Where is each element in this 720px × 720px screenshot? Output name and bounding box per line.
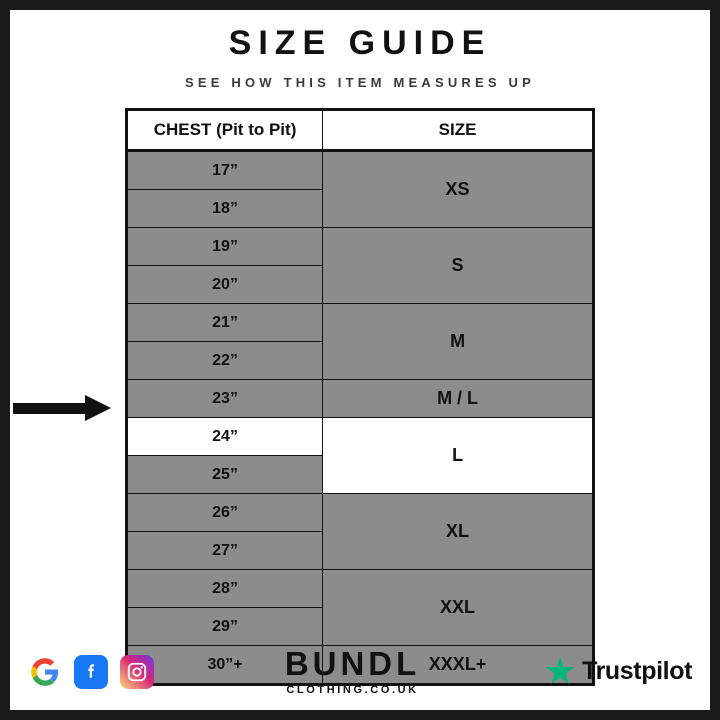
size-cell-selected: L: [323, 418, 594, 494]
size-cell: XXL: [323, 570, 594, 646]
brand-logo: [285, 647, 420, 696]
table-header-row: [127, 110, 594, 151]
table-row: [127, 228, 594, 266]
trustpilot-logo[interactable]: [545, 657, 692, 687]
chest-cell: 23”: [127, 380, 323, 418]
table-body: [127, 151, 594, 685]
arrow-shaft: [13, 403, 85, 414]
star-icon: [545, 657, 575, 687]
page-title: SIZE GUIDE: [228, 24, 492, 62]
chest-cell: 18”: [127, 190, 323, 228]
size-guide-card: [10, 10, 710, 710]
brand-domain: CLOTHING.CO.UK: [286, 684, 419, 696]
chest-cell: 17”: [127, 151, 323, 190]
footer: [10, 647, 710, 696]
chest-cell: 19”: [127, 228, 323, 266]
size-cell: S: [323, 228, 594, 304]
table-row: [127, 380, 594, 418]
chest-cell: 27”: [127, 532, 323, 570]
chest-cell: 26”: [127, 494, 323, 532]
size-cell: XS: [323, 151, 594, 228]
social-links: [28, 655, 154, 689]
size-cell: XXXL+: [323, 646, 594, 685]
table-header: [127, 110, 594, 151]
chest-cell: 30”+: [127, 646, 323, 685]
chest-cell: 21”: [127, 304, 323, 342]
chest-cell: 25”: [127, 456, 323, 494]
column-header-chest: CHEST (Pit to Pit): [127, 110, 323, 151]
chest-cell-selected: 24”: [127, 418, 323, 456]
selected-size-arrow-icon: [13, 395, 121, 421]
table-row: [127, 570, 594, 608]
size-table: [125, 108, 595, 686]
table-row: [127, 151, 594, 190]
chest-cell: 28”: [127, 570, 323, 608]
table-row-selected: [127, 418, 594, 456]
size-table-wrapper: [125, 108, 595, 686]
instagram-icon[interactable]: [120, 655, 154, 689]
size-cell: M / L: [323, 380, 594, 418]
chest-cell: 22”: [127, 342, 323, 380]
table-row: [127, 494, 594, 532]
facebook-icon[interactable]: [74, 655, 108, 689]
page-subtitle: SEE HOW THIS ITEM MEASURES UP: [184, 75, 536, 90]
size-cell: XL: [323, 494, 594, 570]
size-cell: M: [323, 304, 594, 380]
arrow-head: [85, 395, 111, 421]
table-row: [127, 304, 594, 342]
chest-cell: 20”: [127, 266, 323, 304]
google-icon[interactable]: [28, 655, 62, 689]
trustpilot-label: Trustpilot: [582, 657, 692, 685]
brand-name: BUNDL: [284, 645, 421, 682]
chest-cell: 29”: [127, 608, 323, 646]
column-header-size: SIZE: [323, 110, 594, 151]
